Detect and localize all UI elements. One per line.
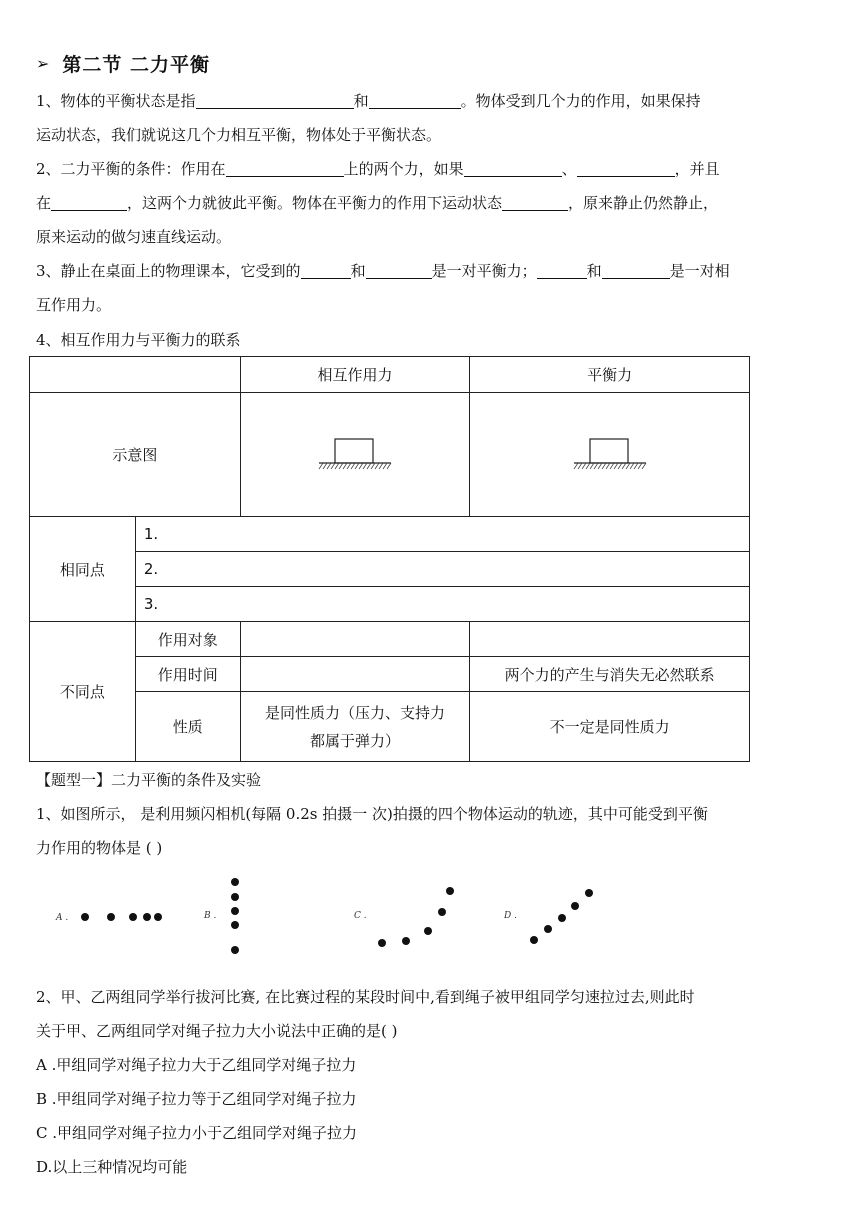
blank[interactable] <box>366 260 432 279</box>
differences-label: 不同点 <box>30 622 136 762</box>
blank[interactable] <box>602 260 670 279</box>
choice-c[interactable]: C .甲组同学对绳子拉力小于乙组同学对绳子拉力 <box>36 1124 358 1142</box>
example-2-line-2: 关于甲、乙两组同学对绳子拉力大小说法中正确的是( ) <box>36 1022 398 1040</box>
type-1-heading: 【题型一】二力平衡的条件及实验 <box>36 771 262 789</box>
diff-balance-cell: 两个力的产生与消失无必然联系 <box>470 657 750 692</box>
question-2-line-2: 在 ，这两个力就彼此平衡。物体在平衡力的作用下运动状态 ，原来静止仍然静止， <box>36 194 719 212</box>
section-title-text: 第二节 二力平衡 <box>62 54 211 76</box>
diff-balance-cell: 不一定是同性质力 <box>470 692 750 762</box>
question-3-line-2: 互作用力。 <box>36 296 112 314</box>
blank[interactable] <box>464 158 562 177</box>
diff-interaction-cell[interactable] <box>240 622 470 657</box>
example-1-line-1: 1、如图所示， 是利用频闪相机(每隔 0.2s 拍摄一 次)拍摄的四个物体运动的轨迹，其中可能受到平衡 <box>36 805 708 823</box>
section-title <box>36 50 210 77</box>
option-a-label: A . <box>56 913 69 923</box>
option-d-label: D . <box>504 911 517 921</box>
table-corner-cell <box>30 357 241 393</box>
question-1-line-2: 运动状态，我们就说这几个力相互平衡，物体处于平衡状态。 <box>36 126 442 144</box>
blank[interactable] <box>196 90 354 109</box>
blank[interactable] <box>226 158 344 177</box>
diff-row-label: 性质 <box>135 692 240 762</box>
option-c-label: C . <box>354 911 367 921</box>
block-on-surface-diagram <box>315 435 395 475</box>
interaction-diagram <box>240 393 470 517</box>
option-d-dots <box>530 889 593 944</box>
option-a-dots <box>81 913 162 921</box>
diff-row-label: 作用时间 <box>135 657 240 692</box>
choice-b[interactable]: B .甲组同学对绳子拉力等于乙组同学对绳子拉力 <box>36 1090 357 1108</box>
header-balanced-force: 平衡力 <box>470 357 750 393</box>
balance-diagram <box>470 393 750 517</box>
option-b-label: B . <box>204 911 217 921</box>
question-2-line-3: 原来运动的做匀速直线运动。 <box>36 228 232 246</box>
blank[interactable] <box>301 260 351 279</box>
diagram-label: 示意图 <box>30 393 241 517</box>
diff-interaction-cell[interactable] <box>240 657 470 692</box>
example-2-line-1: 2、甲、乙两组同学举行拔河比赛, 在比赛过程的某段时间中,看到绳子被甲组同学匀速拉过去,则此时 <box>36 988 695 1006</box>
same-point-1[interactable]: 1. <box>135 517 749 552</box>
same-point-3[interactable]: 3. <box>135 587 749 622</box>
header-interaction-force: 相互作用力 <box>240 357 470 393</box>
stroboscopic-trajectories-figure <box>36 870 804 970</box>
blank[interactable] <box>51 192 127 211</box>
blank[interactable] <box>369 90 461 109</box>
example-1-line-2: 力作用的物体是 ( ) <box>36 839 163 857</box>
option-b-dots <box>231 878 239 954</box>
blank[interactable] <box>502 192 568 211</box>
option-c-dots <box>378 887 454 947</box>
choice-a[interactable]: A .甲组同学对绳子拉力大于乙组同学对绳子拉力 <box>36 1056 357 1074</box>
block-on-surface-diagram <box>570 435 650 475</box>
arrow-bullet-icon: ➢ <box>36 54 51 73</box>
blank[interactable] <box>577 158 675 177</box>
same-point-2[interactable]: 2. <box>135 552 749 587</box>
diff-interaction-cell: 是同性质力（压力、支持力 都属于弹力） <box>240 692 470 762</box>
comparison-table <box>29 356 750 762</box>
question-2-line-1: 2、二力平衡的条件：作用在 上的两个力，如果 、 ，并且 <box>36 160 720 178</box>
question-3-line-1: 3、静止在桌面上的物理课本，它受到的 和 是一对平衡力； 和 是一对相 <box>36 262 730 280</box>
same-points-label: 相同点 <box>30 517 136 622</box>
diff-balance-cell[interactable] <box>470 622 750 657</box>
question-4-heading: 4、相互作用力与平衡力的联系 <box>36 331 241 349</box>
blank[interactable] <box>537 260 587 279</box>
question-1-line-1: 1、物体的平衡状态是指 和 。物体受到几个力的作用，如果保持 <box>36 92 701 110</box>
choice-d[interactable]: D.以上三种情况均可能 <box>36 1158 188 1176</box>
diff-row-label: 作用对象 <box>135 622 240 657</box>
